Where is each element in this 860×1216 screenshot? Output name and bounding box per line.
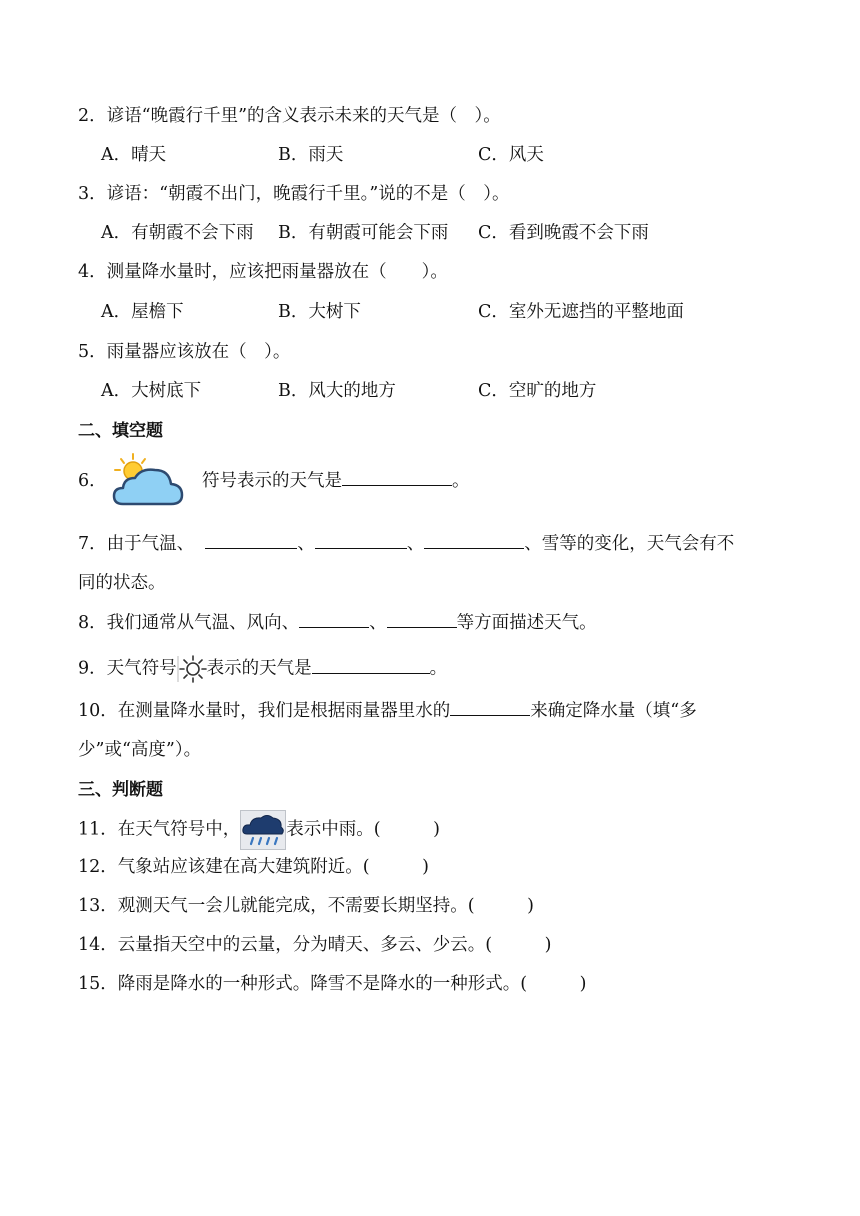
- question-6-blank[interactable]: [342, 469, 452, 486]
- question-11-suffix: 表示中雨。( ): [286, 819, 440, 840]
- moderate-rain-icon: [240, 810, 286, 850]
- question-6-number: 6．: [78, 471, 107, 491]
- question-8-suffix: 等方面描述天气。: [456, 613, 597, 633]
- question-7-suffix: 、雪等的变化，天气会有不: [524, 534, 735, 554]
- question-2-stem: 2．谚语“晚霞行千里”的含义表示未来的天气是（ ）。: [78, 106, 501, 126]
- question-7-sep-1: 、: [297, 534, 315, 554]
- question-2-option-a[interactable]: A．晴天: [101, 145, 167, 165]
- question-9-end: 。: [429, 658, 448, 679]
- question-9-prefix: 9．天气符号: [78, 658, 177, 679]
- question-7-prefix: 7．由于气温、: [78, 534, 195, 554]
- question-10-prefix: 10．在测量降水量时，我们是根据雨量器里水的: [78, 701, 451, 721]
- question-9-blank[interactable]: [312, 657, 430, 674]
- question-3-option-c[interactable]: C．看到晚霞不会下雨: [478, 223, 649, 243]
- question-3-stem: 3．谚语：“朝霞不出门，晚霞行千里。”说的不是（ ）。: [78, 184, 510, 204]
- question-15: 15．降雨是降水的一种形式。降雪不是降水的一种形式。( ): [78, 974, 587, 994]
- question-6-end: 。: [452, 471, 470, 491]
- section-fill-blank-heading: 二、填空题: [78, 421, 163, 441]
- question-7-blank-2[interactable]: [315, 532, 407, 549]
- question-4-option-c[interactable]: C．室外无遮挡的平整地面: [478, 302, 684, 322]
- question-2-option-c[interactable]: C．风天: [478, 145, 544, 165]
- sun-behind-cloud-icon: [111, 452, 185, 510]
- question-9-middle: 表示的天气是: [206, 658, 312, 679]
- question-4-stem: 4．测量降水量时，应该把雨量器放在（ ）。: [78, 262, 448, 282]
- question-7-line-2: 同的状态。: [78, 573, 166, 593]
- question-5-option-c[interactable]: C．空旷的地方: [478, 381, 597, 401]
- question-5-option-b[interactable]: B．风大的地方: [278, 381, 396, 401]
- question-3-option-a[interactable]: A．有朝霞不会下雨: [101, 223, 254, 243]
- question-12: 12．气象站应该建在高大建筑附近。( ): [78, 857, 429, 877]
- question-5-option-a[interactable]: A．大树底下: [101, 381, 202, 401]
- question-8-sep: 、: [369, 613, 387, 633]
- question-8-prefix: 8．我们通常从气温、风向、: [78, 613, 300, 633]
- question-3-option-b[interactable]: B．有朝霞可能会下雨: [278, 223, 449, 243]
- sun-icon: [177, 654, 207, 684]
- question-14: 14．云量指天空中的云量，分为晴天、多云、少云。( ): [78, 935, 552, 955]
- question-8-blank-2[interactable]: [387, 611, 457, 628]
- question-10-blank[interactable]: [450, 699, 530, 716]
- question-4-option-b[interactable]: B．大树下: [278, 302, 361, 322]
- question-10-suffix: 来确定降水量（填“多: [530, 701, 697, 721]
- question-7-blank-1[interactable]: [205, 532, 297, 549]
- question-6-text: 符号表示的天气是: [202, 471, 342, 491]
- question-4-option-a[interactable]: A．屋檐下: [101, 302, 184, 322]
- question-2-option-b[interactable]: B．雨天: [278, 145, 344, 165]
- question-7-sep-2: 、: [406, 534, 425, 554]
- question-5-stem: 5．雨量器应该放在（ ）。: [78, 342, 291, 362]
- question-10-line-2: 少”或“高度”）。: [78, 740, 202, 760]
- question-11-prefix: 11．在天气符号中，: [78, 819, 241, 840]
- question-7-blank-3[interactable]: [424, 532, 524, 549]
- section-true-false-heading: 三、判断题: [78, 780, 163, 800]
- question-8-blank-1[interactable]: [299, 611, 369, 628]
- question-13: 13．观测天气一会儿就能完成，不需要长期坚持。( ): [78, 896, 534, 916]
